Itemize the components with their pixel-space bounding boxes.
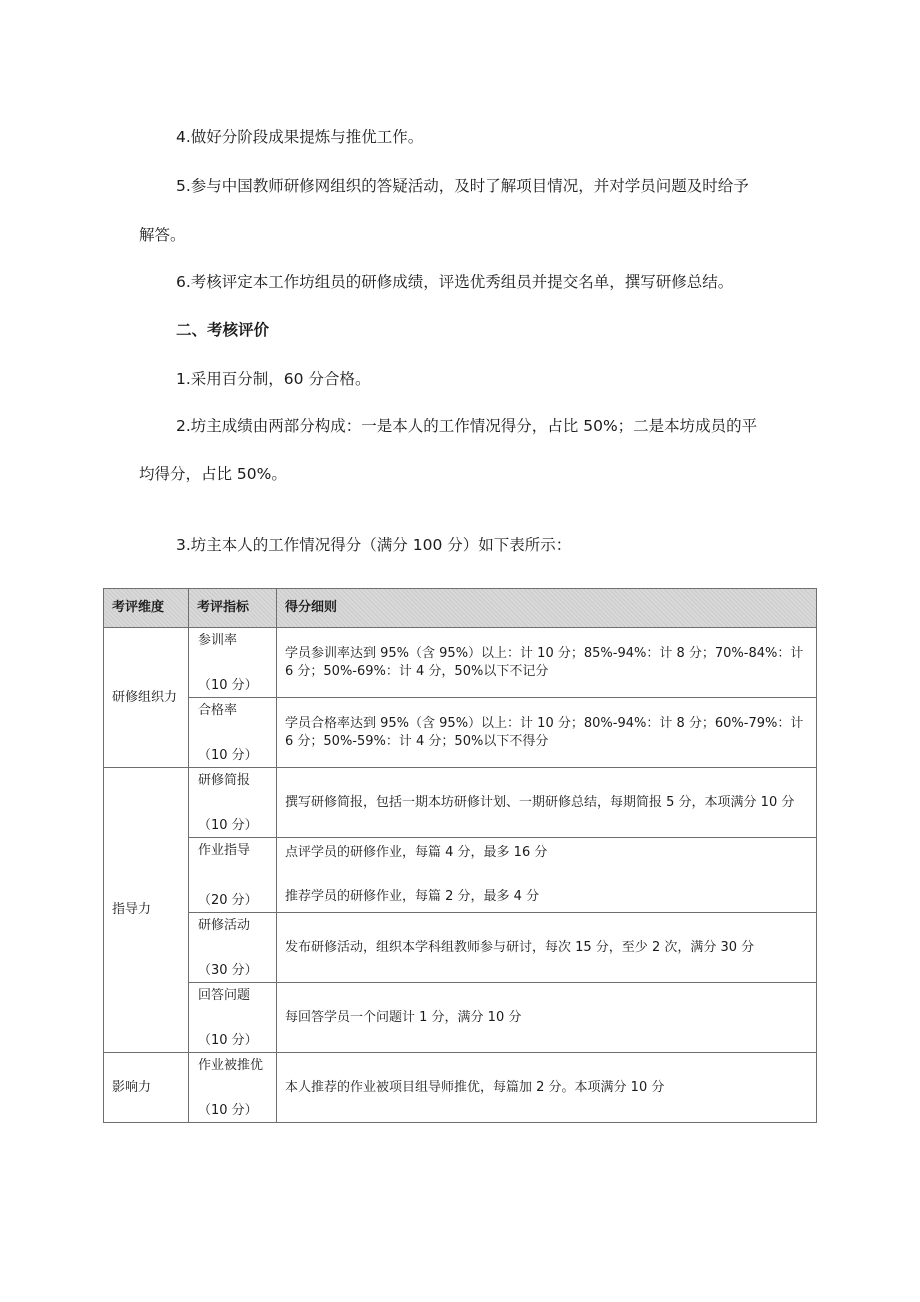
table-row: [104, 838, 817, 913]
indicator-cell: [189, 698, 277, 768]
rule-cell: [277, 1053, 817, 1123]
header-dimension: 考评维度: [104, 589, 189, 628]
indicator-cell: [189, 913, 277, 983]
paragraph-scoring-2-continued: 均得分，占比 50%。: [139, 465, 287, 483]
indicator-cell: [189, 838, 277, 913]
table-row: [104, 913, 817, 983]
paragraph-scoring-1: 1.采用百分制，60 分合格。: [176, 370, 371, 388]
indicator-points: （30 分）: [198, 963, 258, 978]
indicator-name: 作业指导: [198, 843, 251, 858]
rule-text: 学员参训率达到 95%（含 95%）以上：计 10 分；85%-94%：计 8 分；70%-84%：计 6 分；50%-69%：计 4 分，50%以下不记分: [285, 645, 804, 679]
table-row: [104, 1053, 817, 1123]
rule-cell: [277, 983, 817, 1053]
paragraph-item-6: 6.考核评定本工作坊组员的研修成绩，评选优秀组员并提交名单，撰写研修总结。: [176, 273, 734, 291]
rule-cell: [277, 838, 817, 913]
rule-cell: [277, 698, 817, 768]
indicator-points: （20 分）: [198, 893, 258, 908]
indicator-name: 作业被推优: [198, 1058, 264, 1073]
table-header-row: [104, 589, 817, 628]
indicator-name: 研修简报: [198, 773, 251, 788]
paragraph-item-5-continued: 解答。: [139, 226, 186, 244]
indicator-points: （10 分）: [198, 818, 258, 833]
indicator-name: 参训率: [198, 633, 238, 648]
rule-cell: [277, 628, 817, 698]
rule-text: 点评学员的研修作业，每篇 4 分，最多 16 分: [285, 845, 548, 860]
rule-text: 本人推荐的作业被项目组导师推优，每篇加 2 分。本项满分 10 分: [285, 1079, 665, 1095]
indicator-points: （10 分）: [198, 748, 258, 763]
dimension-cell: 研修组织力: [104, 628, 189, 768]
indicator-cell: [189, 1053, 277, 1123]
dimension-cell: 指导力: [104, 768, 189, 1053]
rule-text: 学员合格率达到 95%（含 95%）以上：计 10 分；80%-94%：计 8 分；60%-79%：计 6 分；50%-59%：计 4 分；50%以下不得分: [285, 715, 804, 749]
indicator-cell: [189, 768, 277, 838]
indicator-points: （10 分）: [198, 1033, 258, 1048]
table-row: [104, 983, 817, 1053]
table-row: [104, 768, 817, 838]
evaluation-table: [103, 588, 817, 1123]
paragraph-item-4: 4.做好分阶段成果提炼与推优工作。: [176, 128, 424, 146]
table-row: [104, 628, 817, 698]
indicator-points: （10 分）: [198, 678, 258, 693]
paragraph-scoring-3: 3.坊主本人的工作情况得分（满分 100 分）如下表所示：: [176, 536, 572, 554]
paragraph-item-5: 5.参与中国教师研修网组织的答疑活动，及时了解项目情况，并对学员问题及时给予: [176, 177, 749, 195]
indicator-cell: [189, 628, 277, 698]
rule-text: 推荐学员的研修作业，每篇 2 分，最多 4 分: [285, 889, 540, 904]
indicator-name: 研修活动: [198, 918, 251, 933]
section-heading: 二、考核评价: [176, 321, 270, 339]
rule-text: 发布研修活动，组织本学科组教师参与研讨，每次 15 分，至少 2 次，满分 30 分: [285, 939, 755, 955]
header-indicator: 考评指标: [189, 589, 277, 628]
table-row: [104, 698, 817, 768]
header-rules: 得分细则: [277, 589, 817, 628]
indicator-name: 回答问题: [198, 988, 251, 1003]
rule-cell: [277, 913, 817, 983]
rule-text: 撰写研修简报，包括一期本坊研修计划、一期研修总结，每期简报 5 分，本项满分 10 分: [285, 794, 795, 810]
indicator-name: 合格率: [198, 703, 238, 718]
paragraph-scoring-2: 2.坊主成绩由两部分构成：一是本人的工作情况得分，占比 50%；二是本坊成员的平: [176, 417, 758, 435]
indicator-points: （10 分）: [198, 1103, 258, 1118]
rule-cell: [277, 768, 817, 838]
dimension-cell: 影响力: [104, 1053, 189, 1123]
rule-text: 每回答学员一个问题计 1 分，满分 10 分: [285, 1009, 522, 1025]
indicator-cell: [189, 983, 277, 1053]
